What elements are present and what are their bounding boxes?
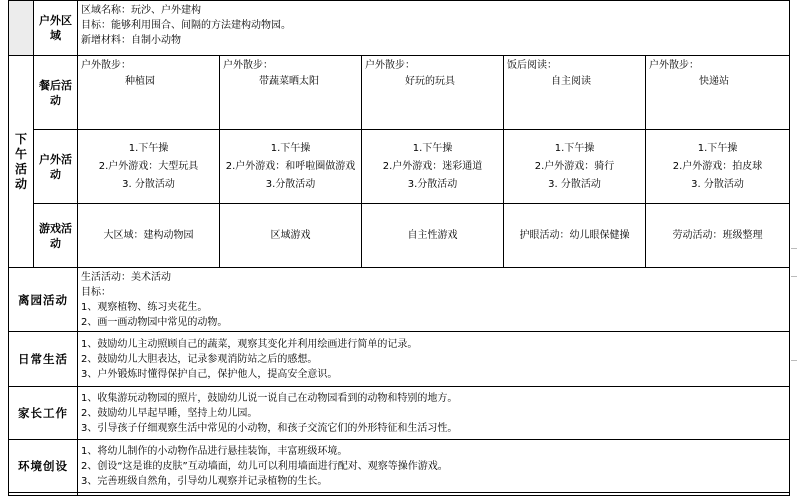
daily-life-row — [9, 332, 790, 387]
afternoon-label: 下午活动 — [9, 56, 34, 268]
outdoor-activity-label: 户外活动 — [34, 130, 78, 204]
after-meal-cell: 户外散步： 快递站 — [646, 56, 790, 130]
outdoor-area-content — [78, 1, 790, 56]
outdoor-activity-cell: 1.下午操 2.户外游戏：大型玩具 3. 分散活动 — [78, 130, 220, 204]
environment-content: 1、将幼儿制作的小动物作品进行悬挂装饰，丰富班级环境。 2、创设“这是谁的皮肤”互动墙面，幼儿可以利用墙面进行配对、观察等操作游戏。 3、完善班级自然角，引导幼儿观察并记录植物的生长。 — [78, 440, 790, 493]
parent-work-content: 1、收集游玩动物园的照片，鼓励幼儿说一说自己在动物园看到的动物和特别的地方。 2、鼓励幼儿早起早睡，坚持上幼儿园。 3、引导孩子仔细观察生活中常见的小动物，和孩子交流它们的外形特征和生活习性。 — [78, 387, 790, 440]
daily-life-content: 1、鼓励幼儿主动照顾自己的蔬菜，观察其变化并利用绘画进行简单的记录。 2、鼓励幼儿大胆表达，记录参观消防站之后的感想。 3、户外锻炼时懂得保护自己，保护他人，提高安全意识。 — [78, 332, 790, 387]
games-cell: 自主性游戏 — [362, 204, 504, 268]
outdoor-activity-row — [9, 130, 790, 204]
leaving-content: 生活活动：美术活动 目标： 1、观察植物、练习夹花生。 2、画一画动物园中常见的动物。 — [78, 268, 790, 332]
weekly-plan-table — [8, 0, 790, 496]
outdoor-area-line: 新增材料：自制小动物 — [81, 35, 181, 46]
outdoor-activity-cell: 1.下午操 2.户外游戏：迷彩通道 3.分散活动 — [362, 130, 504, 204]
gutter-cell — [9, 1, 34, 56]
games-label: 游戏活动 — [34, 204, 78, 268]
after-meal-cell: 户外散步： 带蔬菜晒太阳 — [220, 56, 362, 130]
outdoor-activity-cell: 1.下午操 2.户外游戏：骑行 3. 分散活动 — [504, 130, 646, 204]
outdoor-activity-cell: 1.下午操 2.户外游戏：拍皮球 3. 分散活动 — [646, 130, 790, 204]
cut-off-row — [9, 493, 790, 496]
outdoor-area-label: 户外区域 — [34, 1, 78, 56]
games-row — [9, 204, 790, 268]
games-cell: 区域游戏 — [220, 204, 362, 268]
outdoor-area-row — [9, 1, 790, 56]
games-cell: 劳动活动：班级整理 — [646, 204, 790, 268]
environment-row — [9, 440, 790, 493]
after-meal-cell: 户外散步： 好玩的玩具 — [362, 56, 504, 130]
after-meal-row — [9, 56, 790, 130]
parent-work-row — [9, 387, 790, 440]
outdoor-area-line: 区域名称：玩沙、户外建构 — [81, 5, 201, 16]
leaving-label: 离园活动 — [9, 268, 78, 332]
daily-life-label: 日常生活 — [9, 332, 78, 387]
games-cell: 大区域：建构动物园 — [78, 204, 220, 268]
games-cell: 护眼活动：幼儿眼保健操 — [504, 204, 646, 268]
after-meal-label: 餐后活动 — [34, 56, 78, 130]
leaving-row — [9, 268, 790, 332]
scrollbar-edge — [790, 0, 798, 495]
after-meal-cell: 户外散步： 种植园 — [78, 56, 220, 130]
environment-label: 环境创设 — [9, 440, 78, 493]
parent-work-label: 家长工作 — [9, 387, 78, 440]
after-meal-cell: 饭后阅读： 自主阅读 — [504, 56, 646, 130]
outdoor-activity-cell: 1.下午操 2.户外游戏：和呼啦圈做游戏 3.分散活动 — [220, 130, 362, 204]
outdoor-area-line: 目标：能够利用围合、间隔的方法建构动物园。 — [81, 20, 291, 31]
